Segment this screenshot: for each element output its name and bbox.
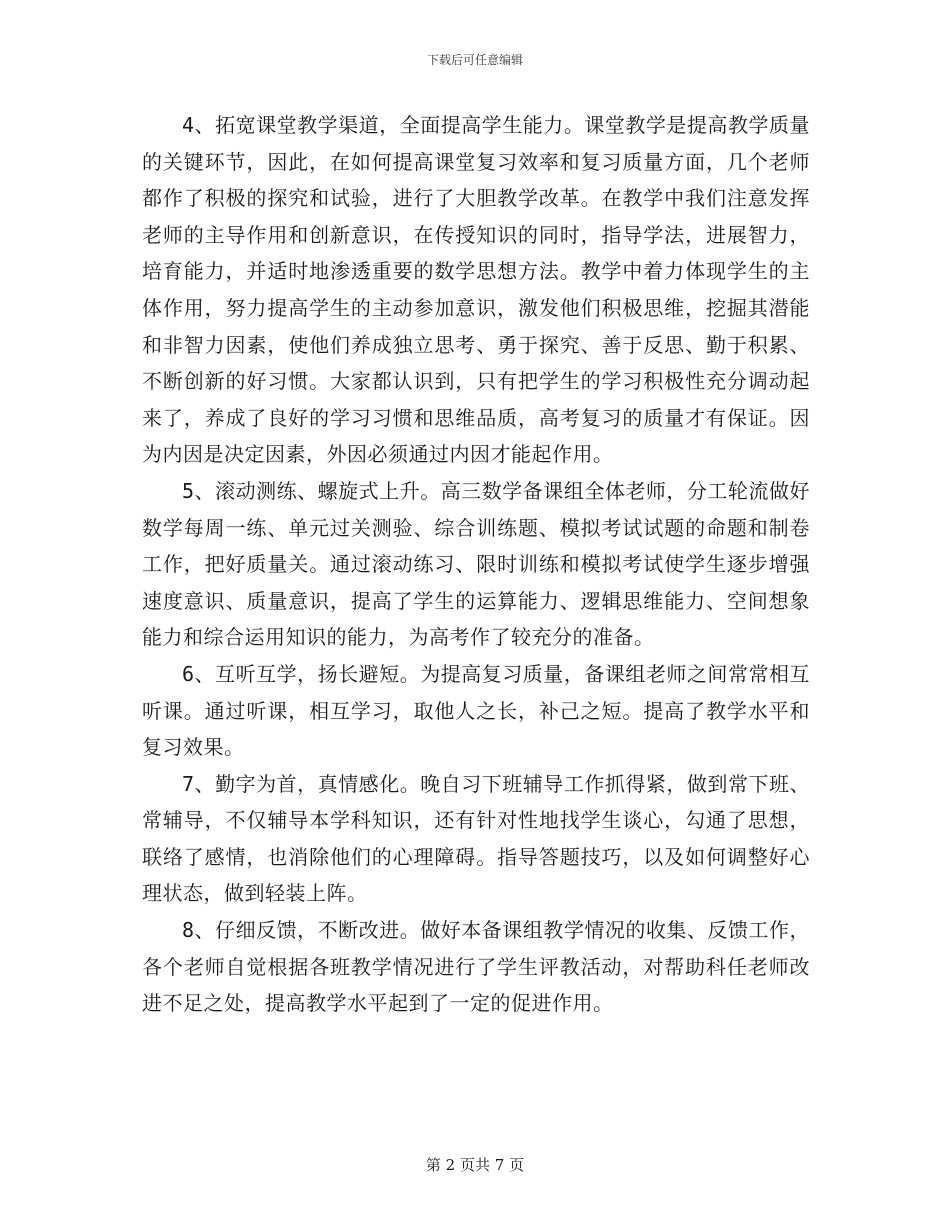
- page-header: 下载后可任意编辑: [426, 53, 523, 67]
- paragraph-5: 5、滚动测练、螺旋式上升。高三数学备课组全体老师，分工轮流做好数学每周一练、单元过关测验、综合训练题、模拟考试试题的命题和制卷工作，把好质量关。通过滚动练习、限时训练和模拟考试使学生逐步增强速度意识、质量意识，提高了学生的运算能力、逻辑思维能力、空间想象能力和综合运用知识的能力，为高考作了较充分的准备。: [142, 478, 810, 650]
- page-footer: 第 2 页共 7 页: [425, 1156, 525, 1174]
- paragraph-6: 6、互听互学，扬长避短。为提高复习质量，备课组老师之间常常相互听课。通过听课，相互学习，取他人之长，补己之短。提高了教学水平和复习效果。: [142, 661, 810, 760]
- document-body: [142, 107, 810, 1022]
- paragraph-4: 4、拓宽课堂教学渠道，全面提高学生能力。课堂教学是提高教学质量的关键环节，因此，在如何提高课堂复习效率和复习质量方面，几个老师都作了积极的探究和试验，进行了大胆教学改革。在教学中我们注意发挥老师的主导作用和创新意识，在传授知识的同时，指导学法，进展智力，培育能力，并适时地渗透重要的数学思想方法。教学中着力体现学生的主体作用，努力提高学生的主动参加意识，激发他们积极思维，挖掘其潜能和非智力因素，使他们养成独立思考、勇于探究、善于反思、勤于积累、不断创新的好习惯。大家都认识到，只有把学生的学习积极性充分调动起来了，养成了良好的学习习惯和思维品质，高考复习的质量才有保证。因为内因是决定因素，外因必须通过内因才能起作用。: [142, 113, 810, 467]
- paragraph-7: 7、勤字为首，真情感化。晚自习下班辅导工作抓得紧，做到常下班、常辅导，不仅辅导本学科知识，还有针对性地找学生谈心，勾通了思想，联络了感情，也消除他们的心理障碍。指导答题技巧，以及如何调整好心理状态，做到轻装上阵。: [142, 771, 810, 906]
- paragraph-8: 8、仔细反馈，不断改进。做好本备课组教学情况的收集、反馈工作，各个老师自觉根据各班教学情况进行了学生评教活动，对帮助科任老师改进不足之处，提高教学水平起到了一定的促进作用。: [142, 918, 810, 1016]
